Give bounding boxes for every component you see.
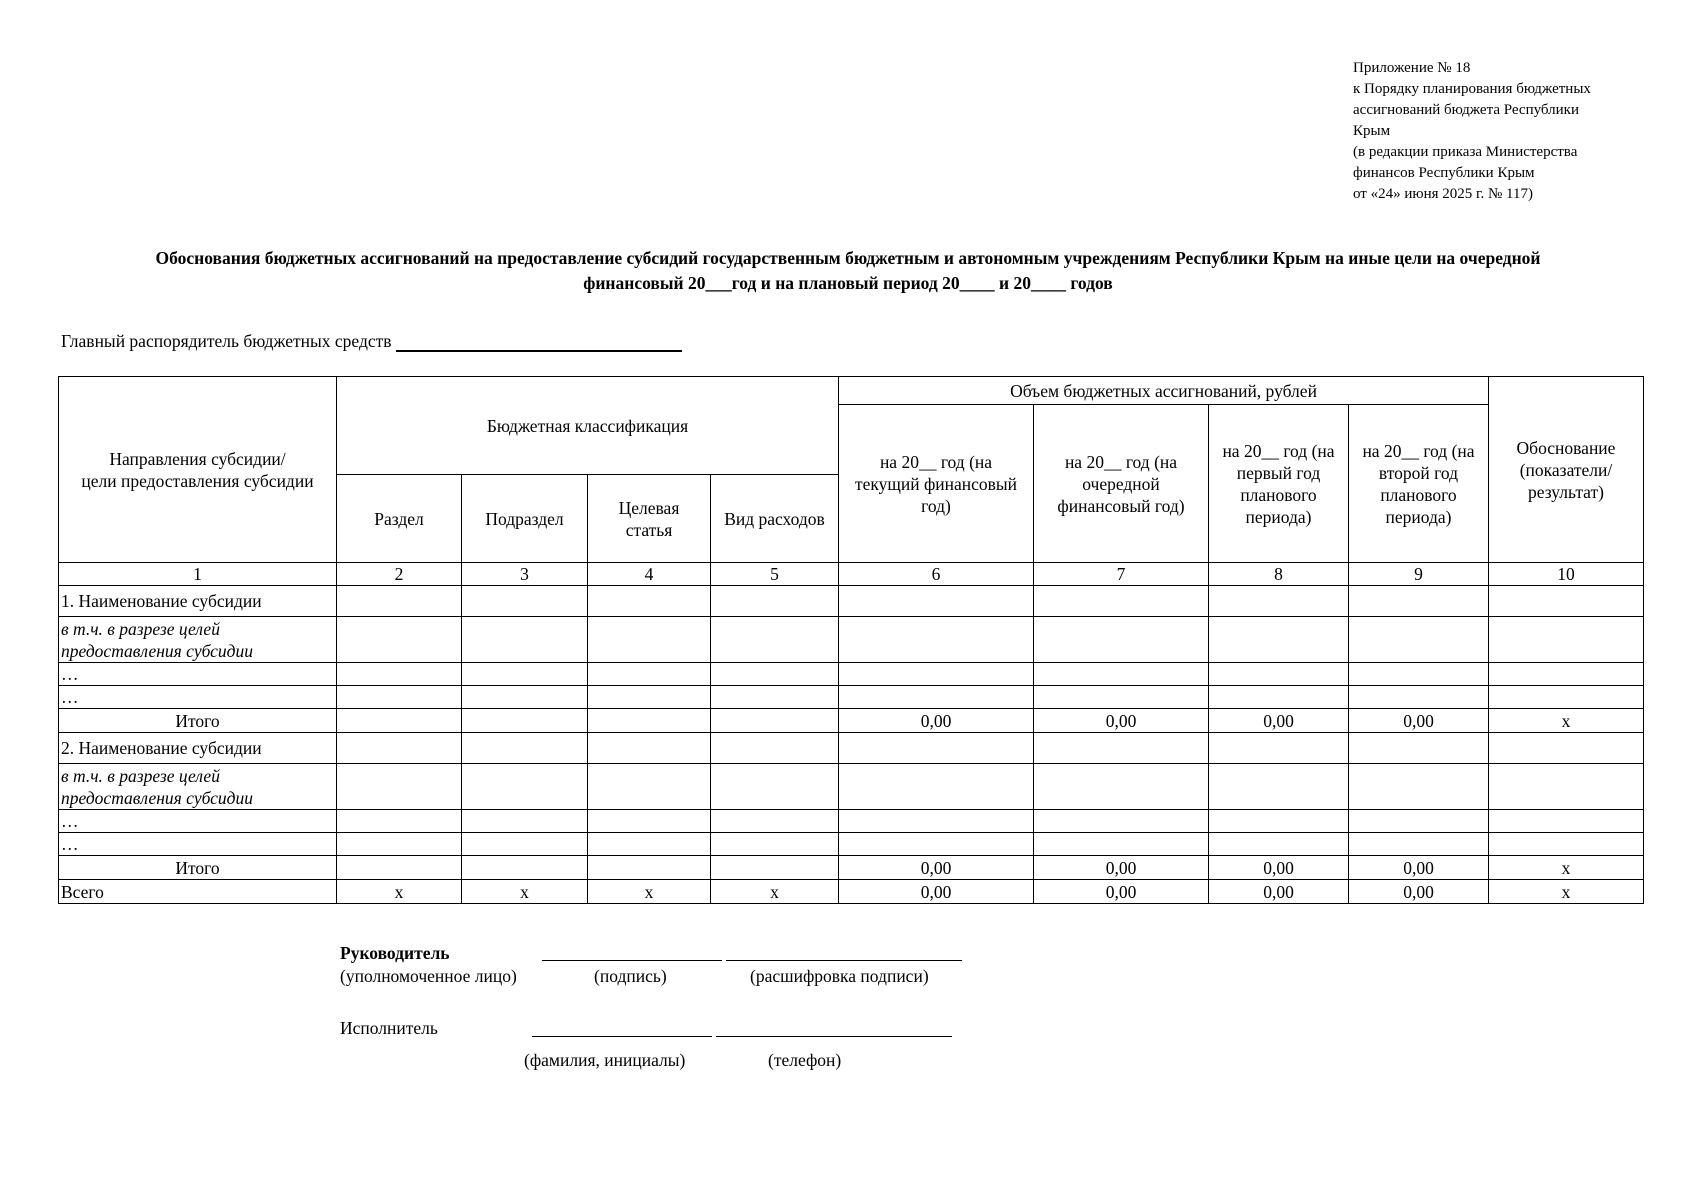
subsidy-name-cell[interactable]: 1. Наименование субсидии <box>59 586 337 617</box>
table-cell[interactable] <box>337 663 462 686</box>
header-year-line: очередной <box>1082 473 1160 494</box>
table-cell[interactable] <box>711 764 839 810</box>
subsidy-detail-line: в т.ч. в разрезе целей <box>61 618 220 639</box>
executor-phone-line[interactable] <box>716 1036 952 1037</box>
ellipsis-cell[interactable]: … <box>59 663 337 686</box>
subtotal-value: 0,00 <box>839 856 1034 880</box>
appendix-line: Крым <box>1353 123 1391 139</box>
head-decoding-line[interactable] <box>726 960 962 961</box>
header-year-line: первый год <box>1236 462 1321 483</box>
subtotal-value: 0,00 <box>1209 856 1349 880</box>
table-cell[interactable] <box>462 733 588 764</box>
grand-total-mark: x <box>588 880 711 904</box>
table-cell[interactable] <box>337 586 462 617</box>
table-cell[interactable] <box>1349 810 1489 833</box>
header-expense-type: Вид расходов <box>711 475 839 563</box>
grand-total-value: 0,00 <box>839 880 1034 904</box>
table-cell[interactable] <box>337 856 462 880</box>
column-number: 5 <box>711 563 839 586</box>
table-cell[interactable] <box>1489 810 1644 833</box>
subtotal-label: Итого <box>59 709 337 733</box>
grand-total-label: Всего <box>59 880 337 904</box>
appendix-line: от «24» июня 2025 г. № 117) <box>1353 186 1533 202</box>
document-title <box>58 246 1638 296</box>
budget-manager-field[interactable] <box>396 332 682 352</box>
header-budget-classification: Бюджетная классификация <box>337 377 839 475</box>
table-cell[interactable] <box>337 617 462 663</box>
table-cell[interactable] <box>588 764 711 810</box>
table-cell[interactable] <box>711 709 839 733</box>
phone-caption: (телефон) <box>768 1050 842 1070</box>
appendix-note <box>1353 58 1591 205</box>
header-year-plan2 <box>1349 405 1489 563</box>
document-title-line: Обоснования бюджетных ассигнований на предоставление субсидий государственным бюджетным и автономным учреждениям Республики Крым на иные цели на очередной <box>155 248 1541 268</box>
table-cell[interactable] <box>337 733 462 764</box>
table-cell[interactable] <box>711 856 839 880</box>
subtotal-value: 0,00 <box>1034 709 1209 733</box>
subtotal-value: 0,00 <box>1034 856 1209 880</box>
header-target-article <box>588 475 711 563</box>
header-target-line: Целевая <box>618 497 680 518</box>
header-year-line: на 20__ год (на <box>1064 451 1178 472</box>
appendix-line: (в редакции приказа Министерства <box>1353 144 1578 160</box>
appendix-line: ассигнований бюджета Республики <box>1353 102 1579 118</box>
subtotal-mark: x <box>1489 856 1644 880</box>
table-row <box>59 764 1644 810</box>
executor-name-line[interactable] <box>532 1036 712 1037</box>
table-cell[interactable] <box>462 833 588 856</box>
table-cell[interactable] <box>711 833 839 856</box>
table-cell[interactable] <box>1034 686 1209 709</box>
table-cell[interactable] <box>1209 733 1349 764</box>
header-year-line: на 20__ год (на <box>879 451 993 472</box>
table-cell[interactable] <box>839 733 1034 764</box>
table-cell[interactable] <box>1034 617 1209 663</box>
column-number: 3 <box>462 563 588 586</box>
subtotal-value: 0,00 <box>1209 709 1349 733</box>
subtotal-value: 0,00 <box>1349 709 1489 733</box>
table-row <box>59 617 1644 663</box>
column-number: 9 <box>1349 563 1489 586</box>
table-cell[interactable] <box>462 709 588 733</box>
table-cell[interactable] <box>462 764 588 810</box>
subtotal-label: Итого <box>59 856 337 880</box>
table-cell[interactable] <box>337 686 462 709</box>
appendix-line: финансов Республики Крым <box>1353 165 1535 181</box>
header-year-line: на 20__ год (на <box>1222 440 1335 461</box>
table-cell[interactable] <box>462 686 588 709</box>
header-justification-line: (показатели/ <box>1519 459 1613 480</box>
subtotal-row <box>59 856 1644 880</box>
table-row <box>59 663 1644 686</box>
grand-total-justification: x <box>1489 880 1644 904</box>
document-title-line: финансовый 20___год и на плановый период 20____ и 20____ годов <box>583 273 1113 293</box>
subsidy-name-cell[interactable]: 2. Наименование субсидии <box>59 733 337 764</box>
table-cell[interactable] <box>1034 764 1209 810</box>
table-cell[interactable] <box>1034 833 1209 856</box>
table-cell[interactable] <box>1349 617 1489 663</box>
table-cell[interactable] <box>711 617 839 663</box>
subtotal-row <box>59 709 1644 733</box>
table-cell[interactable] <box>1489 833 1644 856</box>
column-number: 1 <box>59 563 337 586</box>
table-cell[interactable] <box>1349 663 1489 686</box>
appendix-line: к Порядку планирования бюджетных <box>1353 81 1591 97</box>
header-year-line: планового <box>1380 484 1457 505</box>
table-cell[interactable] <box>839 810 1034 833</box>
table-cell[interactable] <box>839 586 1034 617</box>
table-cell[interactable] <box>1209 810 1349 833</box>
head-label: Руководитель <box>340 943 450 963</box>
column-number: 10 <box>1489 563 1644 586</box>
grand-total-mark: x <box>462 880 588 904</box>
table-cell[interactable] <box>711 810 839 833</box>
table-cell[interactable] <box>1034 586 1209 617</box>
table-cell[interactable] <box>839 833 1034 856</box>
table-cell[interactable] <box>1489 617 1644 663</box>
subsidy-detail-line: в т.ч. в разрезе целей <box>61 765 220 786</box>
table-row <box>59 733 1644 764</box>
table-cell[interactable] <box>462 663 588 686</box>
table-cell[interactable] <box>1209 764 1349 810</box>
header-directions-line: цели предоставления субсидии <box>81 470 314 491</box>
budget-manager-label: Главный распорядитель бюджетных средств <box>61 331 392 351</box>
table-cell[interactable] <box>462 617 588 663</box>
table-cell[interactable] <box>462 586 588 617</box>
grand-total-value: 0,00 <box>1349 880 1489 904</box>
header-directions <box>59 377 337 563</box>
header-section: Раздел <box>337 475 462 563</box>
header-year-next <box>1034 405 1209 563</box>
table-row <box>59 833 1644 856</box>
table-cell[interactable] <box>1034 733 1209 764</box>
subtotal-value: 0,00 <box>1349 856 1489 880</box>
table-cell[interactable] <box>1349 764 1489 810</box>
grand-total-mark: x <box>711 880 839 904</box>
header-year-line: периода) <box>1385 506 1452 527</box>
table-cell[interactable] <box>1489 733 1644 764</box>
head-signature-line[interactable] <box>542 960 722 961</box>
table-cell[interactable] <box>1209 833 1349 856</box>
table-cell[interactable] <box>1349 686 1489 709</box>
appendix-line: Приложение № 18 <box>1353 60 1471 76</box>
table-cell[interactable] <box>1489 586 1644 617</box>
table-row <box>59 810 1644 833</box>
column-number: 8 <box>1209 563 1349 586</box>
name-caption: (фамилия, инициалы) <box>524 1050 686 1070</box>
grand-total-value: 0,00 <box>1209 880 1349 904</box>
table-cell[interactable] <box>337 833 462 856</box>
grand-total-value: 0,00 <box>1034 880 1209 904</box>
table-cell[interactable] <box>1349 833 1489 856</box>
budget-manager-line <box>61 330 682 352</box>
subtotal-value: 0,00 <box>839 709 1034 733</box>
header-target-line: статья <box>625 519 673 540</box>
table-cell[interactable] <box>711 686 839 709</box>
header-justification-line: Обоснование <box>1516 437 1616 458</box>
table-row <box>59 686 1644 709</box>
table-cell[interactable] <box>1349 733 1489 764</box>
header-directions-line: Направления субсидии/ <box>109 448 286 469</box>
justification-table <box>58 376 1644 904</box>
table-cell[interactable] <box>1209 617 1349 663</box>
table-cell[interactable] <box>1489 663 1644 686</box>
header-year-plan1 <box>1209 405 1349 563</box>
column-number: 6 <box>839 563 1034 586</box>
table-cell[interactable] <box>588 733 711 764</box>
table-cell[interactable] <box>839 617 1034 663</box>
executor-label: Исполнитель <box>340 1018 438 1038</box>
table-cell[interactable] <box>337 764 462 810</box>
head-sub-label: (уполномоченное лицо) <box>340 966 517 986</box>
grand-total-mark: x <box>337 880 462 904</box>
signature-caption: (подпись) <box>594 966 667 986</box>
grand-total-row <box>59 880 1644 904</box>
subtotal-mark: x <box>1489 709 1644 733</box>
header-subsection: Подраздел <box>462 475 588 563</box>
table-cell[interactable] <box>588 833 711 856</box>
table-cell[interactable] <box>1489 764 1644 810</box>
table-cell[interactable] <box>1034 663 1209 686</box>
subsidy-detail-line: предоставления субсидии <box>61 787 254 808</box>
column-number: 2 <box>337 563 462 586</box>
table-cell[interactable] <box>588 686 711 709</box>
table-row <box>59 586 1644 617</box>
table-cell[interactable] <box>462 810 588 833</box>
table-cell[interactable] <box>588 617 711 663</box>
table-cell[interactable] <box>1209 663 1349 686</box>
subsidy-detail-cell[interactable] <box>59 617 337 663</box>
header-year-line: текущий финансовый <box>854 473 1018 494</box>
table-cell[interactable] <box>839 663 1034 686</box>
table-cell[interactable] <box>588 663 711 686</box>
table-cell[interactable] <box>588 856 711 880</box>
header-year-line: на 20__ год (на <box>1362 440 1475 461</box>
header-year-line: год) <box>921 495 951 516</box>
header-justification-line: результат) <box>1528 481 1604 502</box>
header-year-line: второй год <box>1378 462 1459 483</box>
header-year-line: периода) <box>1245 506 1312 527</box>
subsidy-detail-cell[interactable] <box>59 764 337 810</box>
table-cell[interactable] <box>462 856 588 880</box>
table-cell[interactable] <box>588 709 711 733</box>
column-number: 7 <box>1034 563 1209 586</box>
table-cell[interactable] <box>711 733 839 764</box>
table-cell[interactable] <box>839 764 1034 810</box>
table-cell[interactable] <box>711 586 839 617</box>
header-year-line: планового <box>1240 484 1317 505</box>
table-cell[interactable] <box>1349 586 1489 617</box>
header-volume: Объем бюджетных ассигнований, рублей <box>839 377 1489 405</box>
column-number: 4 <box>588 563 711 586</box>
table-cell[interactable] <box>1034 810 1209 833</box>
decoding-caption: (расшифровка подписи) <box>750 966 929 986</box>
subsidy-detail-line: предоставления субсидии <box>61 640 254 661</box>
column-numbers-row <box>59 563 1644 586</box>
ellipsis-cell[interactable]: … <box>59 686 337 709</box>
table-cell[interactable] <box>588 810 711 833</box>
header-year-current <box>839 405 1034 563</box>
header-year-line: финансовый год) <box>1057 495 1185 516</box>
table-cell[interactable] <box>337 709 462 733</box>
table-cell[interactable] <box>337 810 462 833</box>
ellipsis-cell[interactable]: … <box>59 833 337 856</box>
table-cell[interactable] <box>711 663 839 686</box>
table-cell[interactable] <box>839 686 1034 709</box>
table-cell[interactable] <box>1489 686 1644 709</box>
table-cell[interactable] <box>1209 586 1349 617</box>
ellipsis-cell[interactable]: … <box>59 810 337 833</box>
table-cell[interactable] <box>588 586 711 617</box>
table-cell[interactable] <box>1209 686 1349 709</box>
header-justification <box>1489 377 1644 563</box>
